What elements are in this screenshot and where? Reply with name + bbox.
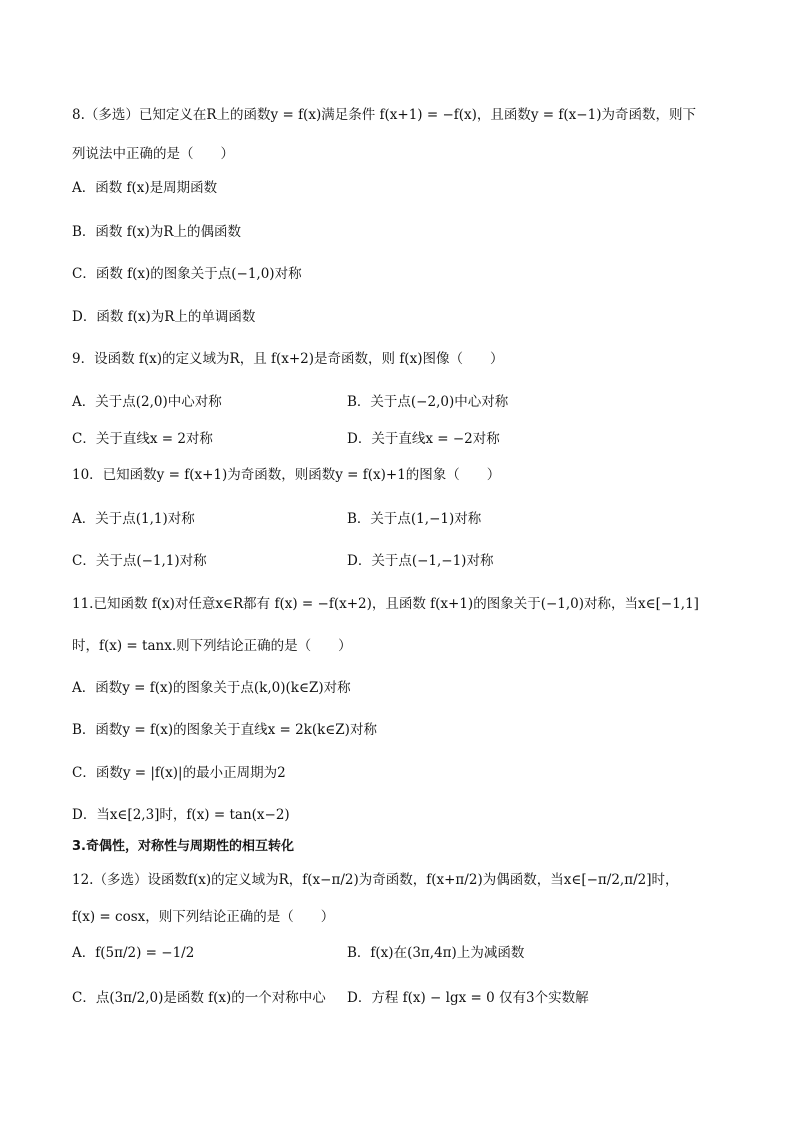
q12-stem-line1: 12.（多选）设函数f(x)的定义域为R，f(x−π/2)为奇函数，f(x+π/2)为偶函数，当x∈[−π/2,π/2]时， bbox=[72, 872, 679, 888]
q9-stem: 9．设函数 f(x)的定义域为R，且 f(x+2)是奇函数，则 f(x)图像（ ） bbox=[72, 351, 504, 367]
q11-option-c: C．函数y = |f(x)|的最小正周期为2 bbox=[72, 765, 286, 781]
q10-option-d: D．关于点(−1,−1)对称 bbox=[347, 553, 494, 569]
q12-option-a: A．f(5π/2) = −1/2 bbox=[72, 945, 195, 961]
q8-option-b: B．函数 f(x)为R上的偶函数 bbox=[72, 224, 242, 240]
q12-stem-line2: f(x) = cosx，则下列结论正确的是（ ） bbox=[72, 909, 335, 925]
q9-option-b: B．关于点(−2,0)中心对称 bbox=[347, 394, 509, 410]
q9-option-d: D．关于直线x = −2对称 bbox=[347, 431, 500, 447]
q8-stem-line1: 8.（多选）已知定义在R上的函数y = f(x)满足条件 f(x+1) = −f(x)，且函数y = f(x−1)为奇函数，则下 bbox=[72, 107, 696, 123]
q8-option-c: C．函数 f(x)的图象关于点(−1,0)对称 bbox=[72, 266, 302, 282]
q11-stem-line2: 时，f(x) = tanx.则下列结论正确的是（ ） bbox=[72, 638, 352, 654]
section-heading: 3.奇偶性，对称性与周期性的相互转化 bbox=[72, 839, 294, 854]
q12-option-c: C．点(3π/2,0)是函数 f(x)的一个对称中心 bbox=[72, 990, 326, 1006]
q10-option-a: A．关于点(1,1)对称 bbox=[72, 511, 195, 527]
q8-option-a: A．函数 f(x)是周期函数 bbox=[72, 180, 218, 196]
q11-option-b: B．函数y = f(x)的图象关于直线x = 2k(k∈Z)对称 bbox=[72, 722, 377, 738]
q12-option-d: D．方程 f(x) − lgx = 0 仅有3个实数解 bbox=[347, 990, 589, 1006]
q8-option-d: D．函数 f(x)为R上的单调函数 bbox=[72, 309, 256, 325]
q9-option-c: C．关于直线x = 2对称 bbox=[72, 431, 213, 447]
q12-option-b: B．f(x)在(3π,4π)上为减函数 bbox=[347, 945, 525, 961]
q9-option-a: A．关于点(2,0)中心对称 bbox=[72, 394, 222, 410]
q8-stem-line2: 列说法中正确的是（ ） bbox=[72, 146, 234, 162]
q10-stem: 10．已知函数y = f(x+1)为奇函数，则函数y = f(x)+1的图象（ ） bbox=[72, 467, 501, 483]
q10-option-b: B．关于点(1,−1)对称 bbox=[347, 511, 482, 527]
q11-option-d: D．当x∈[2,3]时，f(x) = tan(x−2) bbox=[72, 807, 290, 823]
q11-stem-line1: 11.已知函数 f(x)对任意x∈R都有 f(x) = −f(x+2)，且函数 f(x+1)的图象关于(−1,0)对称，当x∈[−1,1] bbox=[72, 596, 699, 612]
q10-option-c: C．关于点(−1,1)对称 bbox=[72, 553, 207, 569]
q11-option-a: A．函数y = f(x)的图象关于点(k,0)(k∈Z)对称 bbox=[72, 680, 351, 696]
